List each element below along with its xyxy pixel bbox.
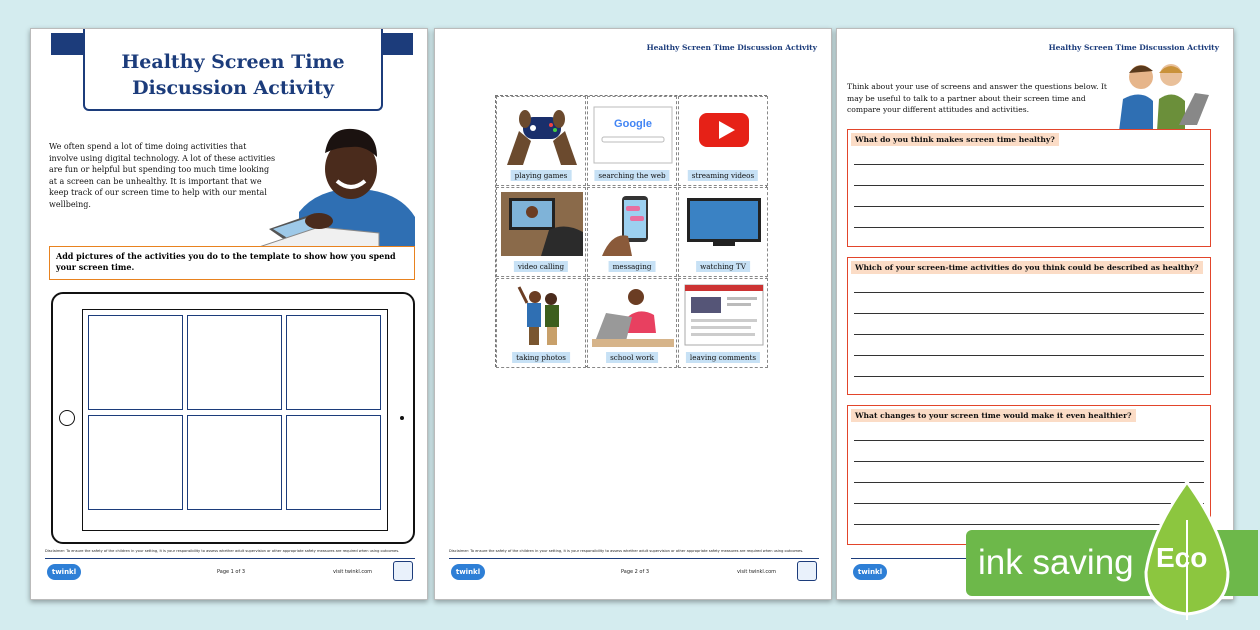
- card-label: school work: [606, 352, 658, 363]
- ink-saving-label: ink saving: [978, 543, 1134, 582]
- activity-card[interactable]: [587, 278, 677, 368]
- card-label: streaming videos: [688, 170, 758, 181]
- selfie-icon: [501, 283, 583, 347]
- card-label: watching TV: [696, 261, 750, 272]
- activity-card[interactable]: [496, 278, 586, 368]
- youtube-play-icon: [683, 101, 765, 165]
- activity-card[interactable]: [587, 96, 677, 186]
- activity-card[interactable]: [678, 278, 768, 368]
- children-with-laptop-illustration: [1109, 59, 1213, 131]
- card-label: taking photos: [512, 352, 570, 363]
- google-search-icon: [592, 101, 674, 165]
- question-label: What changes to your screen time would make it even healthier?: [851, 409, 1136, 422]
- card-label: messaging: [609, 261, 656, 272]
- card-label: playing games: [511, 170, 572, 181]
- eco-label: Eco: [1156, 542, 1208, 573]
- title-box: [83, 29, 383, 111]
- corner-tab-right: [381, 33, 413, 55]
- question-box-1[interactable]: [847, 129, 1211, 247]
- accreditation-badge-icon: [797, 561, 817, 581]
- page-header: Healthy Screen Time Discussion Activity: [1048, 43, 1219, 52]
- accreditation-badge-icon: [393, 561, 413, 581]
- worksheet-page-2: [434, 28, 832, 600]
- worksheet-page-1: [30, 28, 428, 600]
- activity-card[interactable]: [678, 96, 768, 186]
- question-label: What do you think makes screen time healthy?: [851, 133, 1059, 146]
- activity-card[interactable]: [678, 187, 768, 277]
- template-cell[interactable]: [187, 415, 282, 510]
- question-label: Which of your screen-time activities do you think could be described as healthy?: [851, 261, 1203, 274]
- question-box-2[interactable]: [847, 257, 1211, 395]
- tablet-screen: [82, 309, 388, 531]
- page-number: Page 1 of 3: [216, 569, 246, 575]
- card-label: leaving comments: [686, 352, 760, 363]
- template-cell[interactable]: [187, 315, 282, 410]
- visit-link[interactable]: visit twinkl.com: [333, 569, 373, 575]
- footer-divider: [45, 558, 415, 559]
- footer-divider: [449, 558, 819, 559]
- title-line-1: Healthy Screen Time: [121, 51, 345, 73]
- page-number: Page 2 of 3: [620, 569, 650, 575]
- template-cell[interactable]: [88, 315, 183, 410]
- twinkl-logo: twinkl: [451, 564, 485, 580]
- card-label: video calling: [514, 261, 568, 272]
- comments-page-icon: [683, 283, 765, 347]
- visit-link[interactable]: visit twinkl.com: [737, 569, 777, 575]
- corner-tab-left: [51, 33, 83, 55]
- activity-card[interactable]: [496, 187, 586, 277]
- activity-card[interactable]: [496, 96, 586, 186]
- tablet-home-button-icon: [59, 410, 75, 426]
- phone-message-icon: [592, 192, 674, 256]
- disclaimer: Disclaimer: To ensure the safety of the children in your setting, it is your responsibility to assess whether adult supervision or other appropriate safety measures are required when using outcomes.: [45, 549, 400, 553]
- video-call-icon: [501, 192, 583, 256]
- twinkl-logo: twinkl: [47, 564, 81, 580]
- activity-cards-grid: [495, 95, 767, 367]
- intro-text: We often spend a lot of time doing activities that involve using digital technology. A lot of these activities are fun or helpful but spending too much time looking at a screen can be unhealthy. It is important that we keep track of our screen time to help with our mental wellbeing.: [49, 142, 276, 209]
- boy-with-tablet-illustration: [259, 117, 415, 247]
- template-cell[interactable]: [286, 415, 381, 510]
- template-cell[interactable]: [88, 415, 183, 510]
- activity-card[interactable]: [587, 187, 677, 277]
- title-line-2: Discussion Activity: [132, 77, 334, 99]
- disclaimer: Disclaimer: To ensure the safety of the children in your setting, it is your responsibility to assess whether adult supervision or other appropriate safety measures are required when using outcomes.: [449, 549, 804, 553]
- gamepad-icon: [501, 101, 583, 165]
- instruction-box: Add pictures of the activities you do to the template to show how you spend your screen time.: [49, 246, 415, 280]
- page-header: Healthy Screen Time Discussion Activity: [646, 43, 817, 52]
- tablet-camera-icon: [400, 416, 404, 420]
- laptop-student-icon: [592, 283, 674, 347]
- intro-text: Think about your use of screens and answer the questions below. It may be useful to talk to a partner about their screen time and compare your different attitudes and activities.: [847, 82, 1107, 114]
- template-cell[interactable]: [286, 315, 381, 410]
- tv-icon: [683, 192, 765, 256]
- google-wordmark: Google: [614, 118, 652, 130]
- card-label: searching the web: [594, 170, 669, 181]
- twinkl-logo: twinkl: [853, 564, 887, 580]
- tablet-template: [51, 292, 415, 544]
